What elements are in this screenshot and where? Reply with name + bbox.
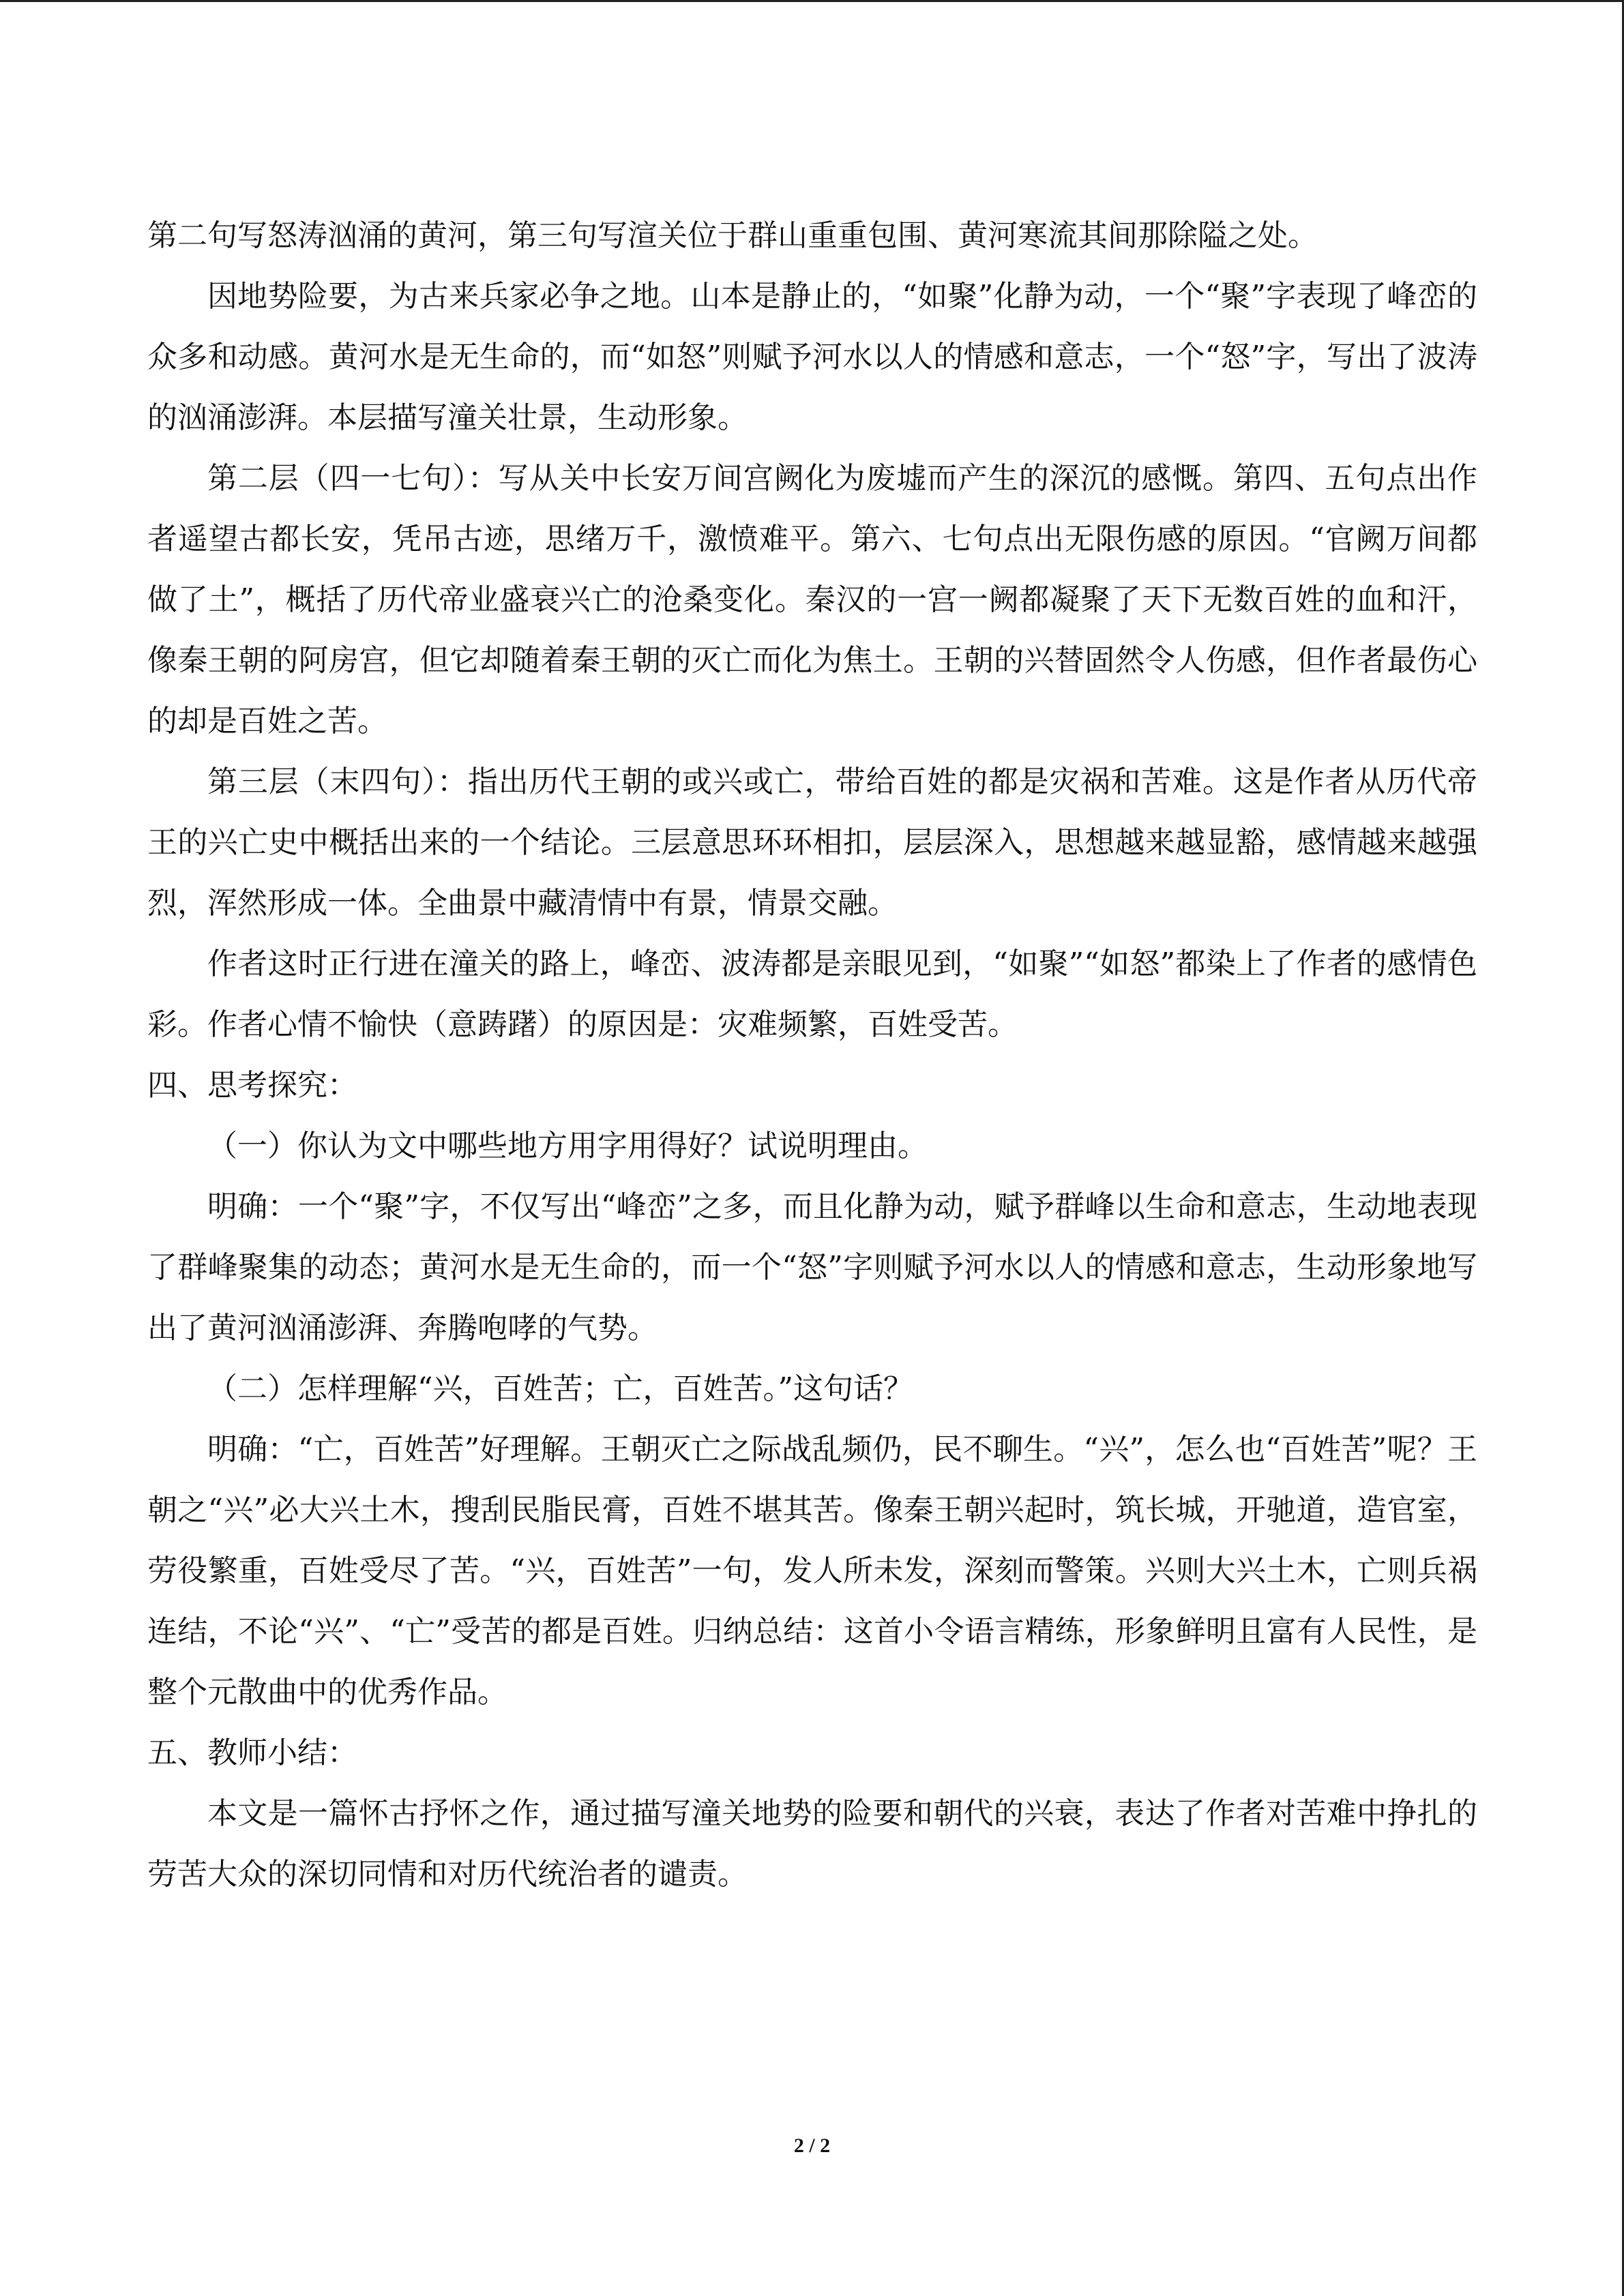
paragraph-5: 作者这时正行进在潼关的路上，峰峦、波涛都是亲眼见到，“如聚”“如怒”都染上了作者的感情色彩。作者心情不愉快（意踌躇）的原因是：灾难频繁，百姓受苦。 [147, 946, 1477, 1042]
answer-1: 明确：一个“聚”字，不仅写出“峰峦”之多，而且化静为动，赋予群峰以生命和意志，生动地表现了群峰聚集的动态；黄河水是无生命的，而一个“怒”字则赋予河水以人的情感和意志，生动形象地写出了黄河汹涌澎湃、奔腾咆哮的气势。 [147, 1189, 1477, 1345]
summary-paragraph: 本文是一篇怀古抒怀之作，通过描写潼关地势的险要和朝代的兴衰，表达了作者对苦难中挣扎的劳苦大众的深切同情和对历代统治者的谴责。 [147, 1796, 1477, 1892]
paragraph-4: 第三层（末四句）：指出历代王朝的或兴或亡，带给百姓的都是灾祸和苦难。这是作者从历代帝王的兴亡史中概括出来的一个结论。三层意思环环相扣，层层深入，思想越来越显豁，感情越来越强烈，浑然形成一体。全曲景中藏清情中有景，情景交融。 [147, 764, 1477, 921]
question-2: （二）怎样理解“兴，百姓苦；亡，百姓苦。”这句话？ [207, 1371, 913, 1406]
page-border-top [0, 0, 1624, 2]
document-body [147, 205, 1477, 1905]
question-1: （一）你认为文中哪些地方用字用得好？试说明理由。 [207, 1129, 928, 1163]
section-heading-5: 五、教师小结： [147, 1735, 357, 1770]
page-number: 2 / 2 [793, 2134, 831, 2157]
paragraph-1: 第二句写怒涛汹涌的黄河，第三句写渲关位于群山重重包围、黄河寒流其间那除隘之处。 [147, 218, 1318, 253]
answer-2: 明确：“亡，百姓苦”好理解。王朝灭亡之际战乱频仍，民不聊生。“兴”，怎么也“百姓苦”呢？王朝之“兴”必大兴土木，搜刮民脂民膏，百姓不堪其苦。像秦王朝兴起时，筑长城，开驰道，造官室，劳役繁重，百姓受尽了苦。“兴，百姓苦”一句，发人所未发，深刻而警策。兴则大兴土木，亡则兵祸连结，不论“兴”、“亡”受苦的都是百姓。归纳总结：这首小令语言精练，形象鲜明且富有人民性，是整个元散曲中的优秀作品。 [147, 1432, 1477, 1710]
paragraph-3: 第二层（四一七句）：写从关中长安万间宫阙化为废墟而产生的深沉的感慨。第四、五句点出作者遥望古都长安，凭吊古迹，思绪万千，激愤难平。第六、七句点出无限伤感的原因。“官阙万间都做了土”，概括了历代帝业盛衰兴亡的沧桑变化。秦汉的一宫一阙都凝聚了天下无数百姓的血和汗，像秦王朝的阿房宫，但它却随着秦王朝的灭亡而化为焦土。王朝的兴替固然令人伤感，但作者最伤心的却是百姓之苦。 [147, 461, 1477, 739]
paragraph-2: 因地势险要，为古来兵家必争之地。山本是静止的，“如聚”化静为动，一个“聚”字表现了峰峦的众多和动感。黄河水是无生命的，而“如怒”则赋予河水以人的情感和意志，一个“怒”字，写出了波涛的汹涌澎湃。本层描写潼关壮景，生动形象。 [147, 279, 1477, 435]
section-heading-4: 四、思考探究： [147, 1068, 357, 1103]
